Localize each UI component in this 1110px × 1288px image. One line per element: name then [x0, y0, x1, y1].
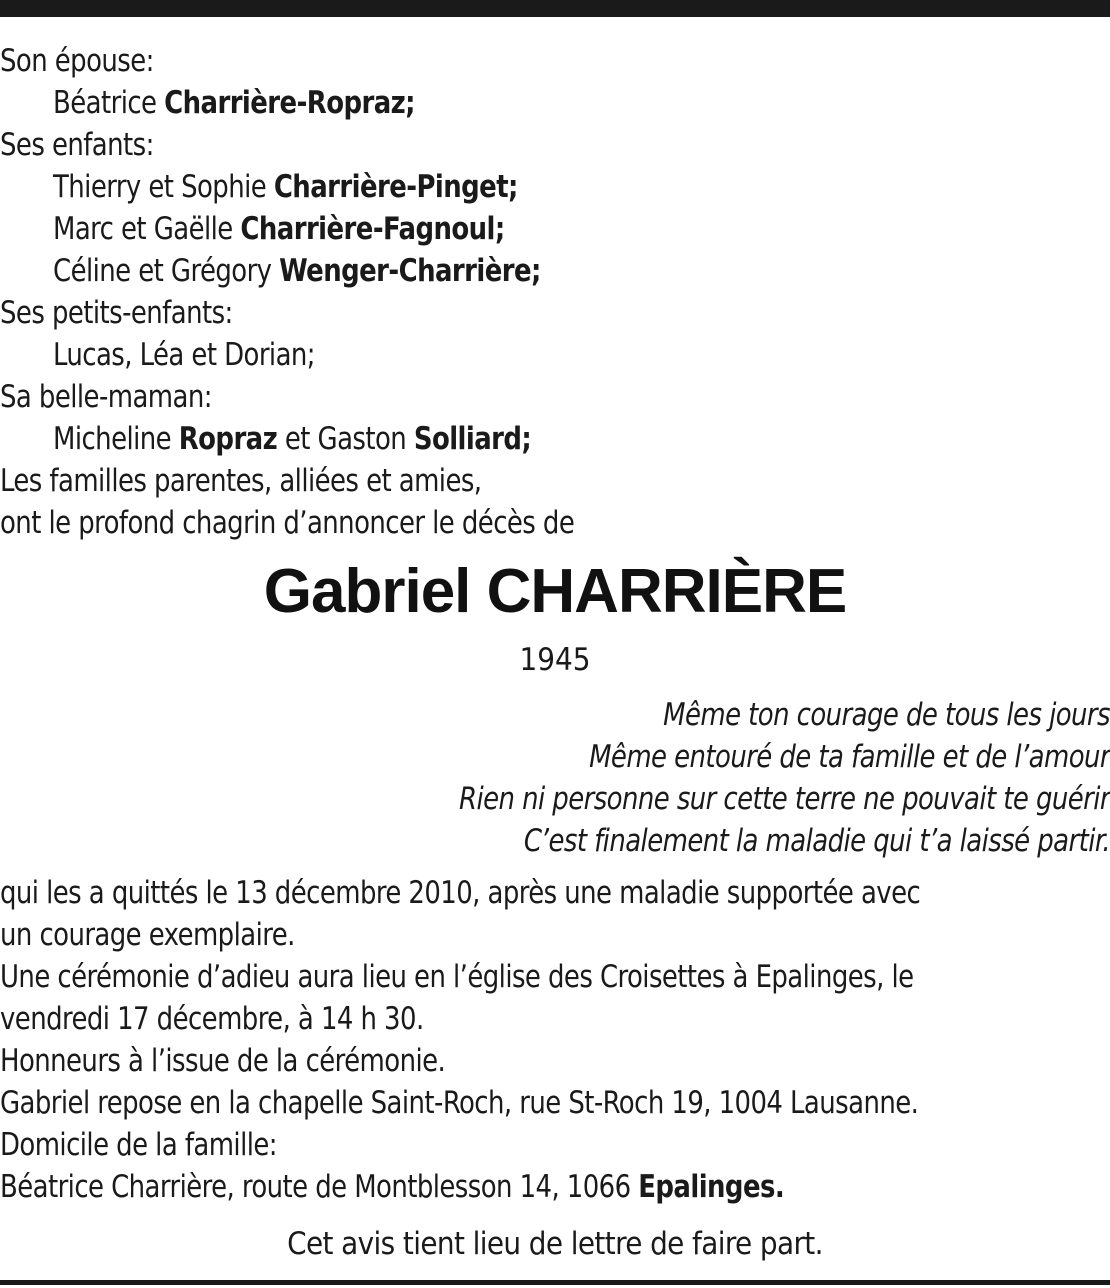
families-line: Les familles parentes, alliées et amies,: [0, 463, 482, 499]
child-surname: Wenger-Charrière;: [279, 253, 541, 289]
poem-line: Rien ni personne sur cette terre ne pouvait te guérir: [458, 781, 1110, 817]
poem-line: Même ton courage de tous les jours: [663, 697, 1110, 733]
address-town: Epalinges.: [638, 1169, 785, 1205]
motherinlaw-given: Micheline: [53, 421, 179, 457]
grandchildren-label: Ses petits-enfants:: [0, 295, 233, 331]
spouse-given: Béatrice: [53, 85, 165, 121]
details: [0, 872, 1110, 1208]
address-text: Béatrice Charrière, route de Montblesson 14, 1066: [0, 1169, 639, 1205]
details-line: vendredi 17 décembre, à 14 h 30.: [0, 1001, 424, 1037]
details-line: un courage exemplaire.: [0, 917, 295, 953]
child-surname: Charrière-Pinget;: [273, 169, 518, 205]
grandchildren-entry: Lucas, Léa et Dorian;: [53, 337, 315, 373]
details-line: Gabriel repose en la chapelle Saint-Roch, rue St-Roch 19, 1004 Lausanne.: [0, 1085, 919, 1121]
spouse-entry: [0, 82, 1032, 124]
announce-line: ont le profond chagrin d’annoncer le décès de: [0, 505, 575, 541]
child-given: Marc et Gaëlle: [53, 211, 241, 247]
child-entry: [0, 250, 1032, 292]
details-line: Une cérémonie d’adieu aura lieu en l’église des Croisettes à Epalinges, le: [0, 959, 914, 995]
child-given: Céline et Grégory: [53, 253, 280, 289]
details-line: Honneurs à l’issue de la cérémonie.: [0, 1043, 446, 1079]
child-given: Thierry et Sophie: [53, 169, 274, 205]
motherinlaw-surname: Ropraz: [178, 421, 278, 457]
top-rule: [0, 0, 1110, 17]
poem-line: C’est finalement la maladie qui t’a laissé partir.: [523, 823, 1110, 859]
children-label: Ses enfants:: [0, 127, 154, 163]
spouse-surname: Charrière-Ropraz;: [164, 85, 416, 121]
family-list: [0, 40, 1110, 544]
poem: [0, 694, 1110, 862]
details-line: Domicile de la famille:: [0, 1127, 277, 1163]
spouse-label: Son épouse:: [0, 43, 154, 79]
closing-note: Cet avis tient lieu de lettre de faire part.: [287, 1226, 823, 1262]
details-line: qui les a quittés le 13 décembre 2010, après une maladie supportée avec: [0, 875, 921, 911]
motherinlaw-label: Sa belle-maman:: [0, 379, 212, 415]
motherinlaw-and: et Gaston: [277, 421, 414, 457]
partner-surname: Solliard;: [413, 421, 532, 457]
child-surname: Charrière-Fagnoul;: [240, 211, 505, 247]
child-entry: [0, 166, 1032, 208]
deceased-name: Gabriel CHARRIÈRE: [263, 557, 847, 626]
deceased-year: 1945: [519, 642, 591, 678]
poem-line: Même entouré de ta famille et de l’amour: [589, 739, 1110, 775]
bottom-rule: [0, 1280, 1110, 1285]
address-line: [0, 1166, 1032, 1208]
motherinlaw-entry: [0, 418, 1032, 460]
child-entry: [0, 208, 1032, 250]
